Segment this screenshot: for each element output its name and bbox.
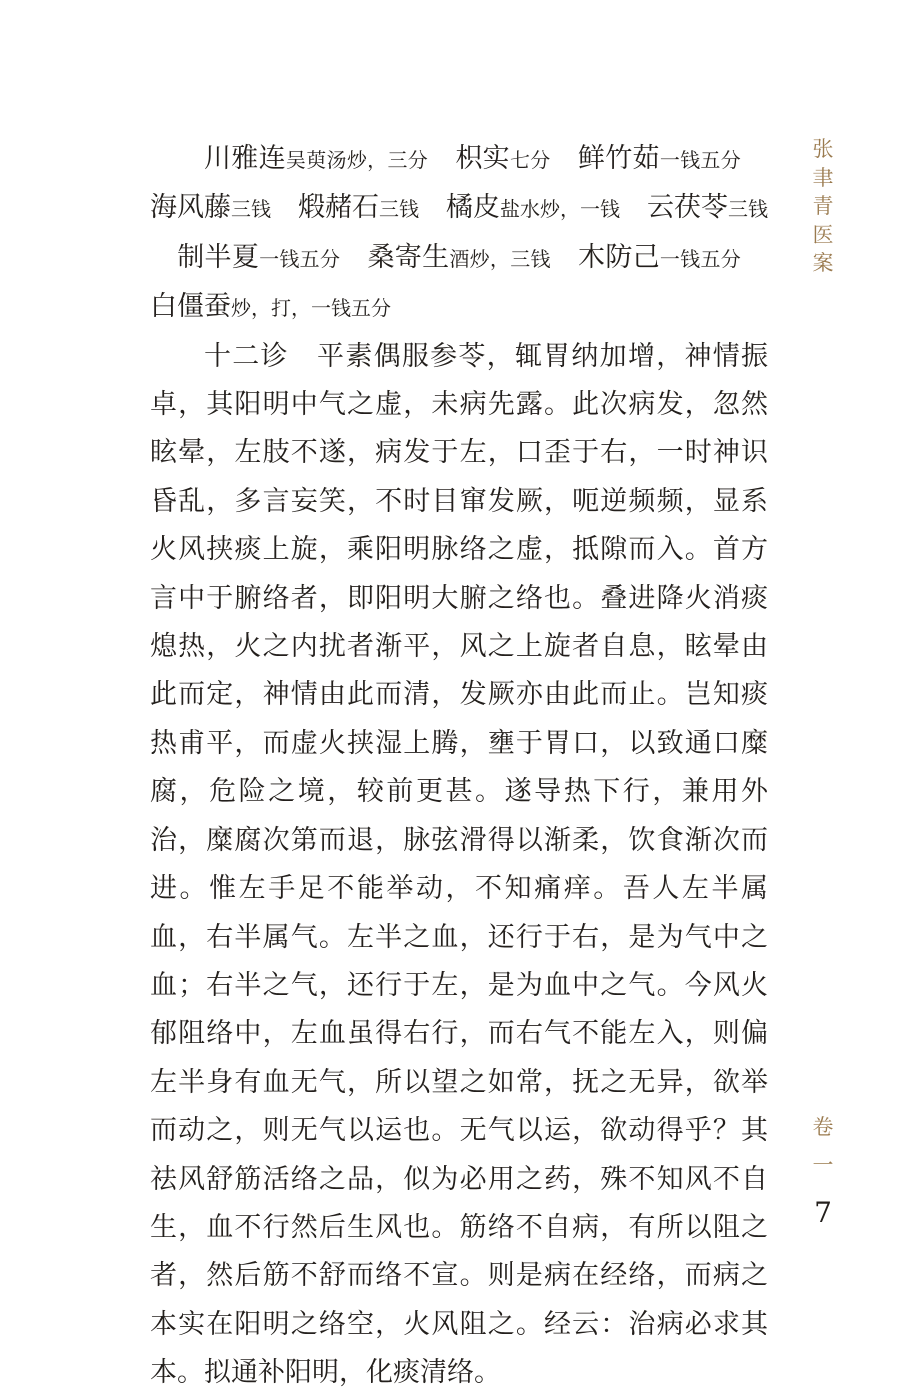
prescription-item [367, 242, 551, 273]
prescription-item [150, 291, 391, 322]
prescription-item [578, 143, 741, 174]
prescription-list [150, 135, 768, 333]
prescription-item [150, 192, 271, 223]
herb-name: 枳实 [455, 143, 510, 174]
herb-name: 煅赭石 [298, 192, 379, 224]
herb-name: 海风藤 [150, 192, 231, 224]
volume-label: 卷一 [812, 1115, 834, 1177]
herb-name: 橘皮 [446, 192, 500, 224]
herb-dose: 吴萸汤炒，三分 [285, 148, 429, 172]
prescription-item [647, 192, 768, 223]
herb-name: 桑寄生 [367, 241, 450, 273]
prescription-item [298, 192, 419, 223]
herb-name: 鲜竹茹 [577, 143, 660, 174]
herb-name: 川雅连 [204, 143, 286, 174]
herb-name: 云茯苓 [647, 192, 728, 224]
case-paragraph: 十二诊 平素偶服参苓，辄胃纳加增，神情振卓，其阳明中气之虚，未病先露。此次病发，忽然眩晕，左肢不遂，病发于左，口歪于右，一时神识昏乱，多言妄笑，不时目窜发厥，呃逆频频，显系火风挟痰上旋，乘阳明脉络之虚，抵隙而入。首方言中于腑络者，即阳明大腑之络也。叠进降火消痰熄热，火之内扰者渐平，风之上旋者自息，眩晕由此而定，神情由此而清，发厥亦由此而止。岂知痰热甫平，而虚火挟湿上腾，壅于胃口，以致通口糜腐，危险之境，较前更甚。遂导热下行，兼用外治，糜腐次第而退，脉弦滑得以渐柔，饮食渐次而进。惟左手足不能举动，不知痛痒。吾人左半属血，右半属气。左半之血，还行于右，是为气中之血；右半之气，还行于左，是为血中之气。今风火郁阻络中，左血虽得右行，而右气不能左入，则偏左半身有血无气，所以望之如常，抚之无异，欲举而动之，则无气以运也。无气以运，欲动得乎？其祛风舒筋活络之品，似为必用之药，殊不知风不自生，血不行然后生风也。筋络不自病，有所以阻之者，然后筋不舒而络不宣。则是病在经络，而病之本实在阳明之络空，火风阻之。经云：治病必求其本。拟通补阳明，化痰清络。 [150, 340, 768, 1389]
herb-name: 白僵蚕 [150, 291, 231, 323]
prescription-item [204, 143, 428, 174]
herb-name: 制半夏 [177, 241, 260, 273]
herb-dose: 三钱 [231, 197, 271, 222]
herb-dose: 炒，打，一钱五分 [231, 296, 391, 321]
prescription-item [446, 192, 620, 223]
herb-dose: 七分 [509, 148, 551, 172]
herb-dose: 酒炒，三钱 [449, 246, 551, 271]
herb-dose: 三钱 [728, 197, 768, 222]
herb-dose: 一钱五分 [259, 246, 341, 271]
page-body [150, 135, 768, 1398]
prescription-item [455, 143, 551, 174]
running-head: 张聿青医案 [812, 137, 834, 275]
herb-dose: 三钱 [379, 197, 419, 222]
prescription-item [177, 242, 340, 273]
herb-dose: 一钱五分 [659, 148, 742, 172]
page-number: 7 [814, 1196, 832, 1229]
herb-dose: 一钱五分 [659, 246, 742, 271]
herb-dose: 盐水炒，一钱 [500, 197, 620, 222]
prescription-item [578, 242, 741, 273]
herb-name: 木防己 [577, 241, 660, 273]
